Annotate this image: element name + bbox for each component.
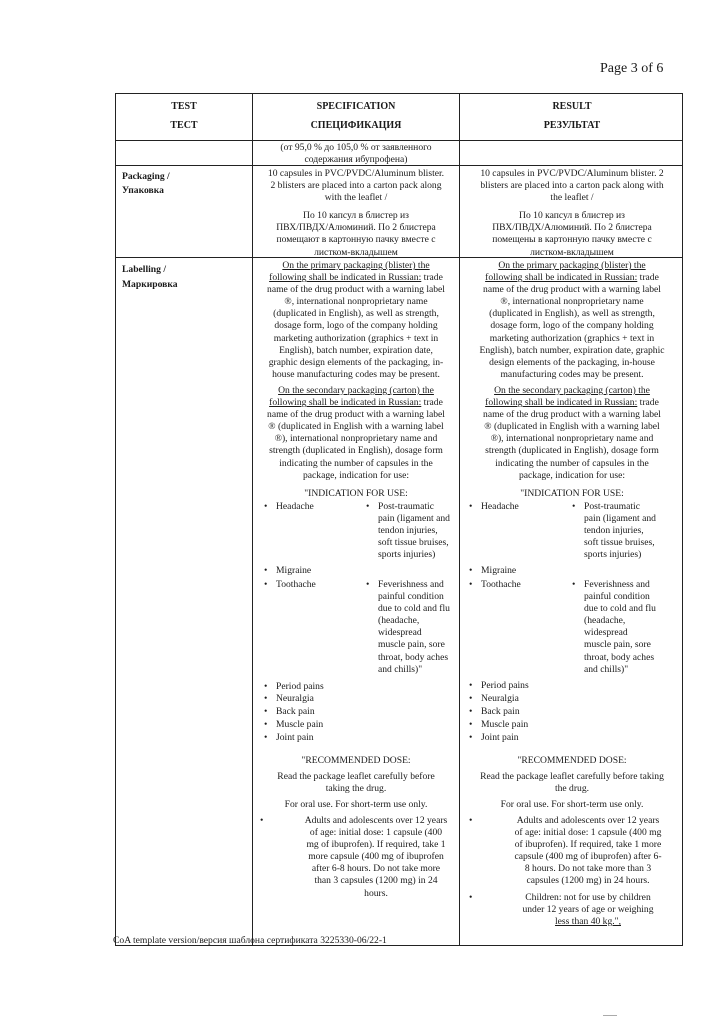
list-item: • Toothache [264,579,316,590]
spec-oral-use: For oral use. For short-term use only. [284,799,428,810]
template-version-footer: CoA template version/версия шаблона сертификата 3225330-06/22-1 [113,935,387,946]
list-item: • Muscle pain [469,719,529,730]
result-primary-packaging: On the primary packaging (blister) the following shall be indicated in Russian: trade name of the drug product with a warning label ®, international nonproprietary name (duplicated in English), as well as strength, dosage form, logo of the company holding marketing authorization (graphics + text in English), batch number, expiration date, graphic design elements of the packaging, in-house manufacturing codes may be present. [479,260,665,380]
result-dose-title: "RECOMMENDED DOSE: [517,755,627,766]
list-item: • Back pain [264,706,315,717]
list-item: • Feverishness and painful condition due to cold and flu (headache, widespread muscle pain, sore throat, body aches and chills)" [572,579,656,675]
spec-indication-title: "INDICATION FOR USE: [304,488,408,499]
spec-adults-dose: • Adults and adolescents over 12 years of age: initial dose: 1 capsule (400 mg of ibuprofen). If required, take 1 more capsule (400 mg of ibuprofen after 6-8 hours. Do not take more than 3 capsules (1200 mg) in 24 hours. [260,815,448,899]
header-test: TEST ТЕСТ [170,101,198,131]
result-indication-title: "INDICATION FOR USE: [520,488,624,499]
packaging-result: 10 capsules in PVC/PVDC/Aluminum blister. 2 blisters are placed into a carton pack along with the leaflet / По 10 капсул в блистер из ПВХ/ПВДХ/Алюминий. По 2 блистера помещены в картонную пачку вместе с листком-вкладышем [480,168,664,258]
list-item: • Back pain [469,706,520,717]
list-item: • Neuralgia [469,693,519,704]
spec-secondary-packaging: On the secondary packaging (carton) the following shall be indicated in Russian: trade name of the drug product with a warning label ® (duplicated in English with a warning label ®), international nonproprietary name and strength (duplicated in English), dosage form indicating the number of capsules in the package, indication for use: [267,385,445,481]
coa-table [115,93,683,946]
header-result: RESULT РЕЗУЛЬТАТ [543,101,601,131]
spec-primary-packaging: On the primary packaging (blister) the following shall be indicated in Russian: trade name of the drug product with a warning label ®, international nonproprietary name (duplicated in English), as well as strength, dosage form, logo of the company holding marketing authorization (graphics + text in English), batch number, expiration date, graphic design elements of the packaging, in- house manufacturing codes may be present. [267,260,445,380]
list-item: • Joint pain [264,732,314,743]
header-specification: SPECIFICATION СПЕЦИФИКАЦИЯ [310,101,402,131]
spec-dose-read: Read the package leaflet carefully before taking the drug. [277,771,435,795]
list-item: • Headache [264,501,314,512]
scan-mark [603,1015,617,1016]
list-item: • Neuralgia [264,693,314,704]
list-item: • Feverishness and painful condition due to cold and flu (headache, widespread muscle pain, sore throat, body aches and chills)" [366,579,450,675]
list-item: • Migraine [469,565,517,576]
list-item: • Period pains [469,680,529,691]
packaging-spec: 10 capsules in PVC/PVDC/Aluminum blister. 2 blisters are placed into a carton pack along with the leaflet / По 10 капсул в блистер из ПВХ/ПВДХ/Алюминий. По 2 блистера помещают в картонную пачку вместе с листком-вкладышем [267,168,445,258]
list-item: • Joint pain [469,732,519,743]
packaging-test-name: Packaging / Упаковка [122,171,170,196]
list-item: • Toothache [469,579,521,590]
list-item: • Headache [469,501,519,512]
result-oral-use: For oral use. For short-term use only. [500,799,644,810]
result-adults-dose: • Adults and adolescents over 12 years of age: initial dose: 1 capsule (400 mg of ibuprofen). If required, take 1 more capsule (400 mg of ibuprofen) after 6- 8 hours. Do not take more than 3 capsules (1200 mg) in 24 hours. [469,815,662,887]
labelling-test-name: Labelling / Маркировка [122,264,178,290]
result-dose-read: Read the package leaflet carefully before taking the drug. [480,771,664,795]
list-item: • Migraine [264,565,312,576]
list-item: • Period pains [264,681,324,692]
list-item: • Muscle pain [264,719,324,730]
result-secondary-packaging: On the secondary packaging (carton) the following shall be indicated in Russian: trade name of the drug product with a warning label ® (duplicated in English with a warning label ®), international nonproprietary name and strength (duplicated in English), dosage form indicating the number of capsules in the package, indication for use: [483,385,661,481]
carryover-text: (от 95,0 % до 105,0 % от заявленного содержания ибупрофена) [280,142,432,166]
page-number: Page 3 of 6 [600,61,664,76]
list-item: • Post-traumatic pain (ligament and tendon injuries, soft tissue bruises, sports injuries) [366,501,450,561]
spec-dose-title: "RECOMMENDED DOSE: [301,755,411,766]
list-item: • Post-traumatic pain (ligament and tendon injuries, soft tissue bruises, sports injuries) [572,501,656,561]
result-children-dose: • Children: not for use by children under 12 years of age or weighing less than 40 kg.", [469,892,654,928]
